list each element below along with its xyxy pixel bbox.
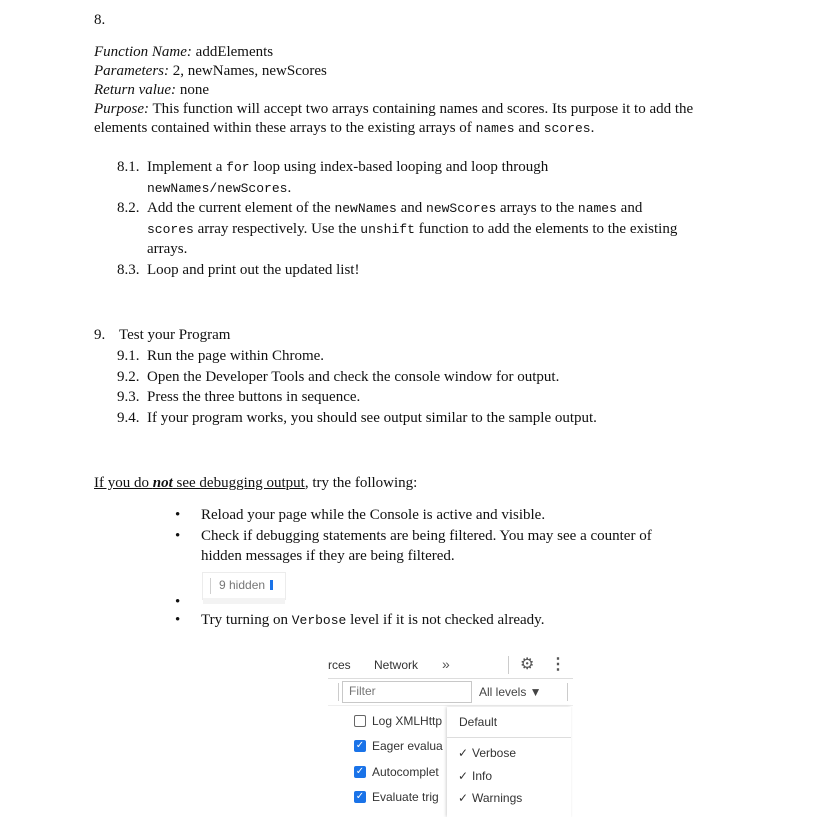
purpose-text-2: elements contained within these arrays to the existing arrays of: [94, 120, 472, 136]
purpose-line-1: [94, 101, 693, 118]
menu-item-default[interactable]: Default: [459, 715, 498, 729]
divider: [447, 737, 571, 738]
step-9-4-number: 9.4.: [117, 410, 140, 426]
step-8-2-and-2: and: [620, 200, 643, 216]
gear-icon[interactable]: ⚙: [520, 656, 535, 673]
divider: [210, 578, 211, 594]
hidden-messages-counter[interactable]: [203, 573, 285, 599]
tab-network[interactable]: Network: [374, 658, 419, 672]
checkbox-checked-icon[interactable]: ✓: [355, 791, 365, 802]
parameters-label: Parameters:: [94, 63, 169, 79]
step-8-2-line-2-mid: array respectively. Use the: [197, 221, 357, 237]
code-newnames-newscores: newNames/newScores: [147, 181, 288, 196]
option-label: Evaluate trig: [372, 790, 439, 804]
step-9-2-text: Open the Developer Tools and check the console window for output.: [147, 369, 560, 385]
bullet-1-text: Reload your page while the Console is active and visible.: [201, 507, 546, 523]
debug-heading: [94, 475, 417, 492]
console-filter-row: [328, 679, 573, 706]
step-8-2-line-1: [147, 200, 642, 217]
debug-heading-post: see debugging output: [176, 475, 305, 491]
code-names-2: names: [577, 201, 617, 216]
parameters-value: 2, newNames, newScores: [172, 63, 327, 79]
option-label: Autocomplet: [372, 765, 439, 779]
option-label: Log XMLHttp: [372, 714, 443, 728]
purpose-line-2: [94, 120, 594, 137]
divider: [203, 598, 285, 604]
step-8-1-end: .: [287, 180, 292, 196]
step-8-1-line-1: [147, 159, 548, 176]
code-names: names: [475, 121, 515, 136]
checkmark-icon: ✓: [458, 769, 469, 783]
bullet-2-line-1: Check if debugging statements are being filtered. You may see a counter of: [201, 528, 652, 544]
bullet-icon: •: [175, 507, 181, 523]
divider: [508, 656, 509, 674]
bullet-4-post: level if it is not checked already.: [350, 612, 545, 628]
divider: [567, 683, 568, 701]
bullet-icon: •: [175, 528, 181, 544]
step-9-3-number: 9.3.: [117, 389, 140, 405]
step-8-1-pre: Implement a: [147, 159, 223, 175]
step-9-3-text: Press the three buttons in sequence.: [147, 389, 361, 405]
return-value-label: Return value:: [94, 82, 177, 98]
flag-icon: [270, 580, 273, 590]
step-9-1-number: 9.1.: [117, 348, 140, 364]
code-for: for: [226, 160, 250, 175]
menu-item-label: Verbose: [472, 746, 517, 760]
step-9-4-text: If your program works, you should see output similar to the sample output.: [147, 410, 597, 426]
step-8-2-mid: arrays to the: [500, 200, 575, 216]
step-9-2-number: 9.2.: [117, 369, 140, 385]
hidden-count-label: 9 hidden: [219, 578, 266, 592]
filter-input[interactable]: [349, 682, 467, 700]
step-8-2-line-2: [147, 221, 677, 238]
function-name-label: Function Name:: [94, 44, 192, 60]
step-8-1-post: loop using index-based looping and loop through: [253, 159, 549, 175]
kebab-menu-icon[interactable]: ⋮: [550, 656, 566, 673]
bullet-4-pre: Try turning on: [201, 612, 288, 628]
bullet-2-line-2: hidden messages if they are being filtered.: [201, 548, 455, 564]
debug-heading-pre: If you do: [94, 475, 149, 491]
purpose-label: Purpose:: [94, 101, 149, 117]
checkbox-checked-icon[interactable]: ✓: [355, 740, 365, 751]
code-scores-2: scores: [147, 222, 194, 237]
checkbox-checked-icon[interactable]: ✓: [355, 766, 365, 777]
step-8-1-number: 8.1.: [117, 159, 140, 175]
step-8-2-line-2-post: function to add the elements to the existing: [418, 221, 678, 237]
debug-heading-tail: , try the following:: [304, 475, 418, 491]
devtools-tab-bar: [328, 651, 573, 679]
filter-box: [342, 681, 472, 703]
code-unshift: unshift: [360, 222, 415, 237]
code-scores: scores: [543, 121, 591, 136]
menu-item-label: Warnings: [472, 791, 523, 805]
parameters-line: [94, 63, 327, 80]
purpose-end: .: [590, 120, 595, 136]
menu-item-label: Info: [472, 769, 493, 783]
devtools-console-panel: [328, 651, 573, 817]
section-8-number: 8.: [94, 12, 106, 28]
purpose-text-1: This function will accept two arrays containing names and scores. Its purpose it to add the: [152, 101, 694, 117]
step-9-1-text: Run the page within Chrome.: [147, 348, 325, 364]
code-newnames: newNames: [334, 201, 397, 216]
log-levels-menu: [447, 707, 571, 817]
step-8-2-and: and: [400, 200, 423, 216]
step-8-3-number: 8.3.: [117, 262, 140, 278]
checkbox-unchecked-icon[interactable]: [354, 715, 366, 727]
checkmark-icon: ✓: [458, 746, 469, 760]
function-name-value: addElements: [195, 44, 274, 60]
checkmark-icon: ✓: [458, 791, 469, 805]
levels-dropdown[interactable]: All levels ▼: [479, 685, 542, 699]
step-8-3-text: Loop and print out the updated list!: [147, 262, 360, 278]
step-8-2-line-3: arrays.: [147, 241, 188, 257]
bullet-icon: •: [175, 612, 181, 628]
bullet-4-text: [201, 612, 544, 629]
return-value-value: none: [179, 82, 209, 98]
step-8-2-number: 8.2.: [117, 200, 140, 216]
section-9-title: Test your Program: [119, 327, 231, 343]
divider: [338, 683, 339, 701]
more-tabs-icon[interactable]: »: [442, 656, 450, 672]
bullet-icon: •: [175, 594, 181, 610]
code-newscores: newScores: [426, 201, 497, 216]
debug-heading-emph: not: [152, 475, 173, 491]
tab-sources[interactable]: rces: [328, 658, 351, 672]
section-9-number: 9.: [94, 327, 106, 343]
step-8-1-line-2: [147, 180, 291, 197]
code-verbose: Verbose: [291, 613, 347, 628]
purpose-and: and: [518, 120, 540, 136]
return-value-line: [94, 82, 209, 99]
function-name-line: [94, 44, 273, 61]
step-8-2-pre: Add the current element of the: [147, 200, 331, 216]
option-label: Eager evalua: [372, 739, 443, 753]
